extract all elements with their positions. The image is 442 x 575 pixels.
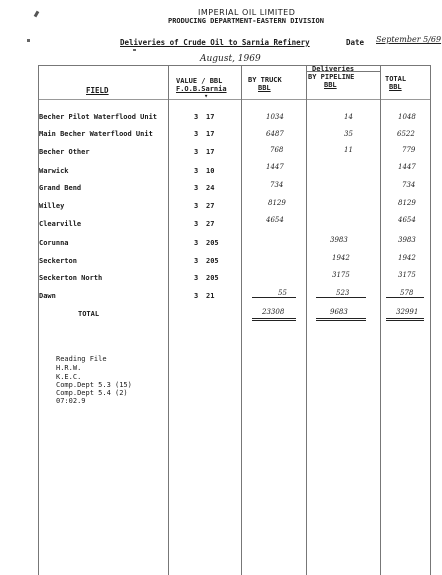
total-total-double-rule xyxy=(386,320,424,321)
value-cents: 205 xyxy=(206,257,219,265)
pipeline-bbl: 14 xyxy=(344,113,353,121)
value-header-line1: VALUE / BBL xyxy=(176,77,223,85)
col-divider-pipeline xyxy=(306,65,307,575)
date-value: September 5/69 xyxy=(376,35,442,44)
total-pipeline-bbl: 9683 xyxy=(330,308,348,316)
pipeline-bbl: 11 xyxy=(344,146,353,154)
total-bbl: 1942 xyxy=(398,254,416,262)
value-dollars: 3 xyxy=(194,292,199,300)
by-truck-header-line2: BBL xyxy=(258,84,271,92)
distribution-item: 07:02.9 xyxy=(56,397,86,405)
distribution-item: Comp.Dept 5.3 (15) xyxy=(56,381,132,389)
value-dollars: 3 xyxy=(194,239,199,247)
col-divider-truck xyxy=(241,65,242,575)
distribution-item: H.R.W. xyxy=(56,364,82,372)
document-title: Deliveries of Crude Oil to Sarnia Refinery xyxy=(120,38,310,47)
col-divider-right xyxy=(430,65,431,575)
value-dollars: 3 xyxy=(194,184,199,192)
value-dollars: 3 xyxy=(194,148,199,156)
value-cents: 17 xyxy=(206,148,215,156)
total-bbl: 3983 xyxy=(398,236,416,244)
value-header-line2: F.O.B.Sarnia xyxy=(176,85,227,93)
stray-mark xyxy=(133,49,136,51)
pipeline-subtotal-rule xyxy=(316,297,366,298)
pipeline-total-double-rule xyxy=(316,320,366,321)
total-header-line2: BBL xyxy=(389,83,402,91)
value-dollars: 3 xyxy=(194,113,199,121)
value-dollars: 3 xyxy=(194,130,199,138)
total-bbl: 779 xyxy=(402,146,416,154)
value-dollars: 3 xyxy=(194,202,199,210)
field-name: Clearville xyxy=(39,220,82,228)
field-name: Becher Other xyxy=(39,148,90,156)
truck-bbl: 55 xyxy=(278,289,287,297)
value-cents: 27 xyxy=(206,202,215,210)
field-name: Main Becher Waterflood Unit xyxy=(39,130,153,138)
total-bbl: 1447 xyxy=(398,163,416,171)
truck-bbl: 6487 xyxy=(266,130,284,138)
truck-subtotal-rule xyxy=(252,297,296,298)
value-dollars: 3 xyxy=(194,274,199,282)
by-pipeline-header-line2: BBL xyxy=(324,81,337,89)
total-truck-bbl: 23308 xyxy=(262,308,285,316)
stray-mark xyxy=(27,39,30,42)
field-name: Grand Bend xyxy=(39,184,82,192)
value-dollars: 3 xyxy=(194,257,199,265)
company-name: IMPERIAL OIL LIMITED xyxy=(198,8,296,17)
truck-total-double-rule xyxy=(252,320,296,321)
total-bbl: 3175 xyxy=(398,271,416,279)
truck-bbl: 734 xyxy=(270,181,284,189)
date-label: Date xyxy=(346,38,365,47)
department-name: PRODUCING DEPARTMENT-EASTERN DIVISION xyxy=(168,17,324,25)
distribution-item: Comp.Dept 5.4 (2) xyxy=(56,389,128,397)
col-divider-value xyxy=(168,65,169,575)
table-top-rule xyxy=(38,65,430,66)
pipeline-total-double-rule xyxy=(316,318,366,319)
pipeline-bbl: 1942 xyxy=(332,254,350,262)
value-cents: 24 xyxy=(206,184,215,192)
total-label: TOTAL xyxy=(78,310,100,318)
value-cents: 10 xyxy=(206,167,215,175)
total-bbl: 6522 xyxy=(397,130,415,138)
distribution-item: Reading File xyxy=(56,355,107,363)
value-cents: 27 xyxy=(206,220,215,228)
field-name: Warwick xyxy=(39,167,69,175)
distribution-item: K.E.C. xyxy=(56,373,82,381)
col-divider-total xyxy=(380,65,381,575)
truck-total-double-rule xyxy=(252,318,296,319)
field-name: Seckerton North xyxy=(39,274,103,282)
truck-bbl: 768 xyxy=(270,146,284,154)
total-total-bbl: 32991 xyxy=(396,308,419,316)
field-name: Dawn xyxy=(39,292,56,300)
truck-bbl: 1034 xyxy=(266,113,284,121)
field-name: Becher Pilot Waterflood Unit xyxy=(39,113,158,121)
value-cents: 17 xyxy=(206,113,215,121)
by-pipeline-header-line1: BY PIPELINE xyxy=(308,73,355,81)
truck-bbl: 4654 xyxy=(266,216,284,224)
total-header-line1: TOTAL xyxy=(385,75,407,83)
stray-mark xyxy=(34,11,40,18)
total-subtotal-rule xyxy=(386,297,424,298)
by-truck-header-line1: BY TRUCK xyxy=(248,76,282,84)
pipeline-bbl: 3983 xyxy=(330,236,348,244)
truck-bbl: 8129 xyxy=(268,199,286,207)
total-bbl: 4654 xyxy=(398,216,416,224)
pipeline-bbl: 523 xyxy=(336,289,350,297)
field-name: Willey xyxy=(39,202,65,210)
down-arrow-icon: ▾ xyxy=(204,92,209,100)
value-cents: 17 xyxy=(206,130,215,138)
total-bbl: 8129 xyxy=(398,199,416,207)
truck-bbl: 1447 xyxy=(266,163,284,171)
deliveries-header: Deliveries xyxy=(312,65,355,73)
total-bbl: 1048 xyxy=(398,113,416,121)
value-cents: 205 xyxy=(206,274,219,282)
period-value: August, 1969 xyxy=(200,54,261,64)
total-bbl: 578 xyxy=(400,289,414,297)
total-total-double-rule xyxy=(386,318,424,319)
field-name: Corunna xyxy=(39,239,69,247)
pipeline-bbl: 3175 xyxy=(332,271,350,279)
value-cents: 21 xyxy=(206,292,215,300)
pipeline-bbl: 35 xyxy=(344,130,353,138)
field-header: FIELD xyxy=(86,86,109,95)
value-dollars: 3 xyxy=(194,167,199,175)
header-bottom-rule xyxy=(38,99,430,100)
field-name: Seckerton xyxy=(39,257,77,265)
value-dollars: 3 xyxy=(194,220,199,228)
col-divider-field xyxy=(38,65,39,575)
value-cents: 205 xyxy=(206,239,219,247)
total-bbl: 734 xyxy=(402,181,416,189)
